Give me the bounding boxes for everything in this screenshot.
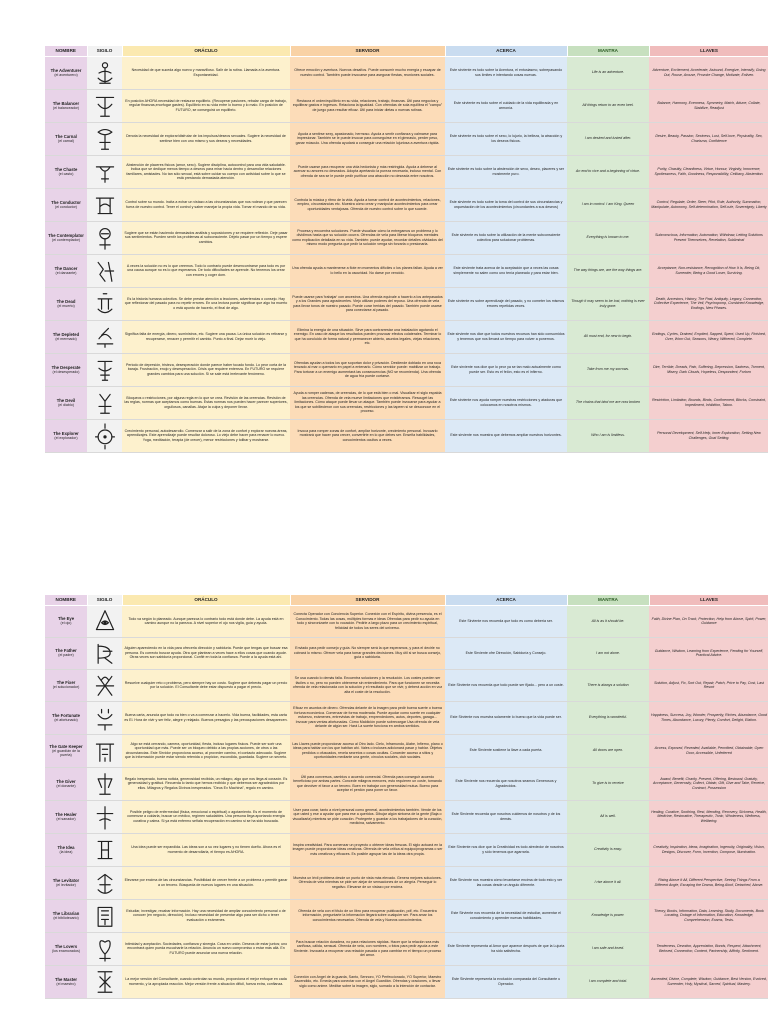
row-llaves-cell: Death, Ancestors, History, The Past, Antiquity, Legacy, Connection, Collective Experience, The Veil, Psychopomp, Combined Knowledge, Endings, New Phases. <box>649 287 768 320</box>
row-servidor-cell: Invoca para romper zonas de confort, ampliar horizonte, crecimiento personal. Invocarlo mostrará que hacer para crecer, convertirte en lo que debes ser. Enseña habilidades, conocimientos ocultos a veces. <box>290 419 445 452</box>
row-mantra-cell: Though it may seem to be lost, nothing is ever truly gone. <box>567 287 649 320</box>
row-oraculo-cell: Significa falta de energía, dinero, suministros, etc. Sugiere una pausa. La única solución es retirarse y recuperarse, renacer y permitir el cambio. Punto a final. Dejar morir lo viejo. <box>122 320 290 353</box>
row-mantra-cell: All doors are open. <box>567 734 649 767</box>
servitor-name: The Gate Keeper <box>49 743 83 749</box>
row-acerca-cell: Este Sirviente nos recuerda que nosotros seamos Generosos y Agradecidos. <box>445 767 567 800</box>
row-acerca-cell: Este sirviente trata acerca de la aceptación que a veces las cosas simplemente no salen como uno tenía planeado y para estar bien. <box>445 254 567 287</box>
row-sigilo-cell <box>87 767 122 800</box>
row-nombre-cell <box>45 605 87 637</box>
row-mantra-cell: I am in control. I am King. Queen <box>567 188 649 221</box>
row-llaves-cell: Creativity, Inspiration, Ideas, Imagination, Ingenuity, Originality, Vision, Designs, Discover, Form, Invention, Compose, Illumination. <box>649 833 768 866</box>
lovers-sigil-icon <box>93 935 117 963</box>
row-sigilo-cell <box>87 734 122 767</box>
row-llaves-cell: Personal Development, Self-Help, Inner Exploration, Setting New Challenges, Goal Setting. <box>649 419 768 452</box>
row-nombre-cell <box>45 899 87 932</box>
row-nombre-cell <box>45 386 87 419</box>
row-sigilo-cell <box>87 287 122 320</box>
row-acerca-cell: Este sirviente es todo sobre la toma del control de sus circunstancias y orquestación de los acontecimientos (circundantes a sus deseos) <box>445 188 567 221</box>
row-nombre-cell <box>45 89 87 122</box>
row-oraculo-cell: Periodo de depresión, tristeza, desesperación donde parece haber tocado fondo. Lo peor corta de la baraja. Frustración, enojo y desesperación. Crisis que requiere entereza. En FUTURO se requiere grandes cambios para una solución. Si se sale está irrelevante fenómeno. <box>122 353 290 386</box>
row-sigilo-cell <box>87 899 122 932</box>
servitor-name: The Dancer <box>54 265 78 271</box>
row-acerca-cell: Este sirviente nos dice que todos nuestros recursos han sido consumidos y tenemos que nos llevará un tiempo para volver a ponernos. <box>445 320 567 353</box>
table-row <box>45 701 768 734</box>
giver-sigil-icon <box>93 770 117 798</box>
row-acerca-cell: Este Sirviente nos recuerda que todo es como debería ser. <box>445 605 567 637</box>
table-row <box>45 320 768 353</box>
row-acerca-cell: Este sirviente es todo sobre la Aventura, el entusiasmo, sobrepasando sus límites e intentando cosas nuevas. <box>445 56 567 89</box>
row-servidor-cell: Ayuda a sentirse sexy, apasionado, hermoso. Ayuda a sentir confianza y calmarse para impresionar. También se le puede invocar para conseguirse en el gimnasio, perder peso, ganar músculo. Una ofrenda ayudará a conseguir una relación lujuriosa a aventura rápida. <box>290 122 445 155</box>
header-servidor: SERVIDOR <box>290 595 445 605</box>
row-acerca-cell: Este Sirviente sostiene la llave a cada puerta. <box>445 734 567 767</box>
servitor-subtitle: (el desesperado) <box>52 369 80 374</box>
table-row <box>45 637 768 669</box>
table-row <box>45 734 768 767</box>
row-oraculo-cell: Alguien apareciendo en la vida para ofrecerla dirección y sabiduría. Puede que tengas que buscar esa persona. Es correcto buscar ayuda. Otra que plantean a veces hace a ellos cosas que cuando ayude. Otras veces son sabiduría proporcional. Confié en toda la confianza. Puede a la ayuda está ahí. <box>122 637 290 669</box>
table-row <box>45 767 768 800</box>
servitor-name: The Chaste <box>54 166 78 172</box>
row-servidor-cell: Útil para conversos, cambios o acuerdo comercial. Ofrenda para conseguir acuerdo beneficioso por ambas partes. Concede milagros menores, esto requieren un coste, tomando que devolver el favor a un tercero. Buen en trabajar con generosidad mutua. Bueno para aceptar el perdón para poner un favor. <box>290 767 445 800</box>
gatekeeper-sigil-icon <box>93 737 117 765</box>
servitor-subtitle: (los enamorados) <box>52 948 80 953</box>
row-servidor-cell: Puede usarse para 'trabajar' con ancestros. Una ofrenda equivale a hacerlo a los antepasados y a los Grandes para agradecerles. Viejo utilizan poderes del reposo. Una ofrenda de vela para llevar tonos de nuestro pasado. Puede curar heridas del pasado. También puede usarse para conectarse al pasado. <box>290 287 445 320</box>
servitor-subtitle: (el casto) <box>58 171 74 176</box>
row-mantra-cell: All is as it should be. <box>567 605 649 637</box>
row-nombre-cell <box>45 320 87 353</box>
row-mantra-cell: There is always a solution <box>567 669 649 701</box>
row-sigilo-cell <box>87 254 122 287</box>
row-mantra-cell: Take from me my sorrows. <box>567 353 649 386</box>
row-oraculo-cell: Intimidad y aceptación. Sociedades, confianza y sinergia. Cosa en unión. Deseos de estar juntos; uno encontrará quien pueda escucharle la relación. Anuncia un nuevo compromiso o estar más allá. En FUTURO puede anunciar una nueva relación. <box>122 932 290 965</box>
header-nombre: NOMBRE <box>45 595 87 605</box>
table-row <box>45 254 768 287</box>
row-acerca-cell: Este Sirviente nos recuerda de la necesidad de estudiar, aumentar el conocimiento y aprender nuevas habilidades. <box>445 899 567 932</box>
row-oraculo-cell: Sugiere que se están haciendo demasiados análisis y suposiciones y se requiere reflexión. Deje pasar sus sentimientos. Pueden sentir los problemas al subconsciente. Déjelo pasar por un tiempo y espere cambios. <box>122 221 290 254</box>
row-llaves-cell: Solution, Adjust, Fix, Sort Out, Repair, Patch, Price to Pay, Cost, Last Resort <box>649 669 768 701</box>
table-row <box>45 866 768 899</box>
row-llaves-cell: Happiness, Success, Joy, Wonder, Prosperity, Riches, Abundance, Good Times, Abundance, Luxury, Plenty, Comfort, Delight, Elation. <box>649 701 768 734</box>
row-mantra-cell: I am desired and lusted after. <box>567 122 649 155</box>
servitor-name: The Devil <box>56 397 76 403</box>
servitor-subtitle: (el carnal) <box>58 138 74 143</box>
row-acerca-cell: Este Sirviente representa al Amor que aparece después de que la Lujuria ha sido satisfecha. <box>445 932 567 965</box>
row-llaves-cell: Subconscious, Information, Automation, Withdraw, Letting Solutions Present Themselves, Revelation, Subliminal <box>649 221 768 254</box>
row-nombre-cell <box>45 56 87 89</box>
row-nombre-cell <box>45 932 87 965</box>
header-mantra: MANTRA <box>567 595 649 605</box>
row-nombre-cell <box>45 287 87 320</box>
row-sigilo-cell <box>87 320 122 353</box>
row-mantra-cell: All things return to an even keel. <box>567 89 649 122</box>
row-acerca-cell: Este Sirviente recuerda que nosotros cuidemos de nosotros y de los demás. <box>445 800 567 833</box>
row-acerca-cell: Este Sirviente ofre Dirección, Sabiduría y Consejo. <box>445 637 567 669</box>
balancer-sigil-icon <box>93 92 117 120</box>
row-mantra-cell: Knowledge is power. <box>567 899 649 932</box>
master-sigil-icon <box>93 968 117 996</box>
servitor-name: The Eye <box>57 616 75 622</box>
servitor-name: The Dead <box>56 298 76 304</box>
row-servidor-cell: Una ofrenda ayuda a mantenerse a flote en momentos difíciles o los planes fallan. Ayuda a ver lo bello en la oscuridad. No darse por vencido. <box>290 254 445 287</box>
row-mantra-cell: I am not alone. <box>567 637 649 669</box>
row-acerca-cell: Este Sirviente nos recuerda que todo puede ser fijado... pero a un coste. <box>445 669 567 701</box>
row-llaves-cell: Healing, Curative, Soothing, Rest, Mending, Recovery, Sickness, Health, Medicine, Restorative, Therapeutic, Tonic, Wholeness, Wellness, Wellbeing. <box>649 800 768 833</box>
header-acerca: ACERCA <box>445 46 567 56</box>
row-mantra-cell: Everything is known to me. <box>567 221 649 254</box>
row-acerca-cell: Este sirviente es sobre aprendizaje del pasado, y no cometer los mismos errores repetidas veces. <box>445 287 567 320</box>
row-mantra-cell: All is well. <box>567 800 649 833</box>
row-nombre-cell <box>45 701 87 734</box>
row-sigilo-cell <box>87 155 122 188</box>
row-nombre-cell <box>45 866 87 899</box>
row-mantra-cell: An end to vice and a beginning of virtue. <box>567 155 649 188</box>
row-llaves-cell: Guidance, Wisdom, Learning from Experience, Fending for Yourself, Practical Advice. <box>649 637 768 669</box>
row-oraculo-cell: Crecimiento personal, autodesarrollo. Comenzar a salir de la zona de confort y explorar nuevas áreas, aprendizajes. Este aprendizaje puede resultar doloroso. Lo viejo debe hacer para renacer lo nuevo. Yoga, meditación, terapia (de crecer), menor restricciones y tolibar y mostrarse. <box>122 419 290 452</box>
table-row <box>45 605 768 637</box>
header-llaves: LLAVES <box>649 46 768 56</box>
row-oraculo-cell: Control sobre su mundo. Incita a echar un vistazo a las circunstancias que nos rodean y que parecen fuera de nuestro control. Tener el control y saber manejar la propia vida. Tomar el mando de su vida. <box>122 188 290 221</box>
row-oraculo-cell: Bloqueos o restricciones, por alguna regla en lo que se crea. Revisión de las creencias. Revisión de las reglas, normas que aceptamos como buenas. Estas normas nos pueden hacer parecer superiores, orgullosos, canallas. Atajar la culpa y deponer llevar. <box>122 386 290 419</box>
header-nombre: NOMBRE <box>45 46 87 56</box>
servitor-name: The Librarian <box>52 910 80 916</box>
row-servidor-cell: Muestra un léxil problema desde un punto de vista más elevado. Genera mejores soluciones. Ofrenda de vela mientras se pide ser alejar de sensaciones de un alegría. Perseguir lo negativo. Elevarse de un vistazo por encima. <box>290 866 445 899</box>
devil-sigil-icon <box>93 389 117 417</box>
explorer-sigil-icon <box>93 422 117 450</box>
table-row <box>45 188 768 221</box>
row-nombre-cell <box>45 734 87 767</box>
servitor-subtitle: (el danzante) <box>55 270 77 275</box>
row-oraculo-cell: Elevarse por encima de las circunstancias. Posibilidad de crecer frente a un problema o permitir ganar a un tercero. Búsqueda de nuevos lugares en una situación. <box>122 866 290 899</box>
servitor-subtitle: (el muerto) <box>57 303 75 308</box>
row-oraculo-cell: Es la historia humana colectiva. Se debe prestar atención a lecciones, advertencias o consejo. Hay que reflexionar del pasado para no repetir errores. En una lectura puede significar que algo ha muerto o está apunto de hacerlo, el final de algo. <box>122 287 290 320</box>
row-llaves-cell: Desire, Beauty, Passion, Sexiness, Lust, Self-love, Physicality, Sex, Charisma, Confidence <box>649 122 768 155</box>
row-mantra-cell: Creativity is easy. <box>567 833 649 866</box>
row-oraculo-cell: Buena carta, anuncia que todo va bien o va a comenzar a hacerlo. Vida buena, facilidades, esta carta es El. Hora de vivir y ser feliz, alegre y relajado. Buenos presagios y las preocupaciones desaparecen. <box>122 701 290 734</box>
row-sigilo-cell <box>87 605 122 637</box>
row-nombre-cell <box>45 637 87 669</box>
row-mantra-cell: Everything is wonderful. <box>567 701 649 734</box>
row-nombre-cell <box>45 155 87 188</box>
father-sigil-icon <box>93 639 117 667</box>
row-oraculo-cell: Una idea puede ser expandida. Las ideas son a su vez lugares y no tienen dueño. Ahora es el momento de desarrollarla, el tiempo es AHORA. <box>122 833 290 866</box>
row-sigilo-cell <box>87 800 122 833</box>
row-sigilo-cell <box>87 419 122 452</box>
fortunate-sigil-icon <box>93 704 117 732</box>
row-sigilo-cell <box>87 669 122 701</box>
servitor-subtitle: (el levitador) <box>56 882 76 887</box>
row-sigilo-cell <box>87 866 122 899</box>
servitor-subtitle: (el afortunado) <box>54 717 78 722</box>
row-nombre-cell <box>45 800 87 833</box>
row-oraculo-cell: Todo va según lo planeado. Aunque parezca lo contrario todo está donde debe. La ayuda está en camino aunque no la parezca. A nivel superior el ojo nos vigila, guía y ayuda. <box>122 605 290 637</box>
row-acerca-cell: Este Sirviente nos dice que la Creatividad es todo alrededor de nosotros y sólo tenemos que agarrarla. <box>445 833 567 866</box>
servitor-name: The Contemplator <box>48 232 84 238</box>
row-nombre-cell <box>45 669 87 701</box>
servitor-subtitle: (el padre) <box>58 653 74 658</box>
row-servidor-cell: Ofrenda de vela con el título de un libro para recuperar publicación, pdf, etc. Encuentra información, preguntarte la información llegará sobre cualquier ser. Para amar los conocimientos necesarios. Ofrenda de vela y Nuevos conocimientos. <box>290 899 445 932</box>
row-sigilo-cell <box>87 56 122 89</box>
row-llaves-cell: Purity, Chastity, Cleanliness, Virtue, Honour, Virginity, Innocence, Spotlessness, Faith, Goodness, Responsibility, Celibacy, Abstention. <box>649 155 768 188</box>
dancer-sigil-icon <box>93 257 117 285</box>
row-servidor-cell: Para buscar relación duradera, no para relaciones rápidas. Hacer que la relación sea más cariñosa, cálida, sensual. Ofrenda de vela, con nombres, o fotos para pedir ayuda a este Sirviente. Invocarla a recuperar una relación pasada o para cambiar en el tiempo un proceso del amor. <box>290 932 445 965</box>
row-oraculo-cell: Posible peligro de enfermedad (física, emocional o espiritual) o agotamiento. Es el momento de comenzar a cuidarla, buscar un médico, regímen saludables. Una persona llega aportando energía curativa y calma. Si ya está enfermo señala recuperación en camino si se ha sido buscada. <box>122 800 290 833</box>
row-nombre-cell <box>45 833 87 866</box>
row-oraculo-cell: Algo se está cerrando, camera, oportunidad, fiesta, incluso lugares físicos. Puede ser sorir una oportunidad que más. Puede ser un bloqueo debido a las propias acciones, de otros o las circunstancias. Este Sirvidor proporciona acceso, al proveder camino, el contacto adecuado. Sugiere que la información puede estar siendo retenida o propicion, escondida, guardada. Sugiere un secreto. <box>122 734 290 767</box>
row-nombre-cell <box>45 353 87 386</box>
librarian-sigil-icon <box>93 902 117 930</box>
servitor-table-bottom <box>45 595 768 999</box>
servitor-subtitle: (el balanceador) <box>53 105 79 110</box>
row-llaves-cell: Rising Above It All, Different Perspective, Seeing Things From a Different Angle, Escaping the Drama, Being Aloof, Detached, Above. <box>649 866 768 899</box>
table-row <box>45 155 768 188</box>
servitor-name: The Carnal <box>55 133 77 139</box>
row-servidor-cell: User para curar, tanto a nivel personal como general, acontecimientos también. Vende de los que usted y ese a ayudar que para ese a queridos. Dibujar algún sintoma de la gente (Baja o visualizarla) mientras se pide curación. Protegerte y guardar a los trabajadores de la curación, medicina, salvamento. <box>290 800 445 833</box>
table-row <box>45 932 768 965</box>
row-mantra-cell: The way things are, are the way things are. <box>567 254 649 287</box>
row-oraculo-cell: Regalo inesperado, buena noticia, generosidad recibida, un milagro, algo que nos llega al corazón. Es generosidad y gratitud. Recuerda lo tanto que hemos recibido y que debemos ser agradecidos por ellos. Milagros y Regalos Divinos inesperados. "Deus Ex Machina", regalo en camino. <box>122 767 290 800</box>
row-servidor-cell: Elimina la energía de una situación. Sirve para contrarrestar una instalación agotando el enemigo. En caso de ataque los resultados pueden provocar efectos colaterales. Terminar lo que ha concluido de forma natural y permanecer abierto, asuntos legales, viejas relaciones, etc. <box>290 320 445 353</box>
row-acerca-cell: Este sirviente nos muestra que debemos ampliar nuestros horizontes. <box>445 419 567 452</box>
servitor-subtitle: (el bibliotecario) <box>53 915 79 920</box>
row-llaves-cell: Acceptance, Non-resistance, Recognition of How It Is, Being Ok, Surrender, Being a Good Loser, Surviving. <box>649 254 768 287</box>
row-acerca-cell: Este Sirviente nos muestra cómo levantarse encima de todo esto y ver las cosas desde un ángulo diferente. <box>445 866 567 899</box>
table-header-row <box>45 46 768 56</box>
row-servidor-cell: Inspira creatividad. Para comenzar un proyecto o obtener ideas frescas. El siglo actuará en la imagen puede proporcionar ideas creativas. Ofrenda de vela crítica al equipo/programas o ser más creativos y eficaces. Es posible agrupar las de la ideas otra propia. <box>290 833 445 866</box>
row-acerca-cell: Este sirviente es todo sobre la utilización de la mente subconsciente colectiva para solucionar problemas. <box>445 221 567 254</box>
table-header-row <box>45 595 768 605</box>
contemplator-sigil-icon <box>93 224 117 252</box>
servitor-name: The Levitator <box>52 877 80 883</box>
servitor-subtitle: (el aventurero) <box>54 72 78 77</box>
row-servidor-cell: Ayuda a romper cadenas, de creencias, de lo que está bien o mal. Visualizar el siglo espalda las creencias. Ofrenda de vela mueve limitaciones que existiéramos. Rescuget las limitaciones. Cómo ataque puede llevar un ataque. También puede invocarse para ayudar a los que se sobillecieron con sus creencias, restricciones y las tapeen si se desconoce en el proceso. <box>290 386 445 419</box>
header-llaves: LLAVES <box>649 595 768 605</box>
servitor-subtitle: (el maestro) <box>56 981 76 986</box>
row-mantra-cell: Who I am is limitless. <box>567 419 649 452</box>
idea-sigil-icon <box>93 836 117 864</box>
row-acerca-cell: Este Sirviente nos muestra solamente lo bueno que la vida puede ser. <box>445 701 567 734</box>
row-nombre-cell <box>45 419 87 452</box>
servitor-subtitle: (la idea) <box>59 849 73 854</box>
row-nombre-cell <box>45 221 87 254</box>
row-nombre-cell <box>45 122 87 155</box>
row-acerca-cell: Este sirviente nos ayuda romper nuestras restricciones y ataduras que colocamos en nosotros mismos. <box>445 386 567 419</box>
levitator-sigil-icon <box>93 869 117 897</box>
header-acerca: ACERCA <box>445 595 567 605</box>
servitor-table-top <box>45 46 768 453</box>
row-llaves-cell: Dire, Terrible, Dreads, Pain, Suffering, Depression, Sadness, Torment, Misery, Dark Clouds, Hopeless, Despondent, Forlorn <box>649 353 768 386</box>
servitor-name: The Adventurer <box>50 67 82 73</box>
row-acerca-cell: Este sirviente nos dice que lo peor ya se tan malo actualmente como puede ser. Esto es el felón, esto es el infierno. <box>445 353 567 386</box>
row-servidor-cell: Se usa cuando lo demás falla. Encuentra soluciones y la resolución. Los costes pueden ser fáciles o no, pero no pueden obtenerse sin entendimiento. Para que funcionen se necesita ofrenda de vela relacionada con la solución y el resultado que se vivir, y deberá acción en voz alta el coste de la resolución. <box>290 669 445 701</box>
row-oraculo-cell: Estudiar, investigar, recabar información. Hay una necesidad de ampliar conocimiento personal o de conocer (en negocio, dirección). Incluso necesidad de presentar algo para ser dicho o tener evaluación o exámenes. <box>122 899 290 932</box>
servitor-name: The Depleted <box>52 331 80 337</box>
header-mantra: MANTRA <box>567 46 649 56</box>
servitor-subtitle: (el explorador) <box>54 435 78 440</box>
row-llaves-cell: Control, Regulate, Order, Steer, Pilot, Rule, Authority, Summation, Manipulate, Autonomy, Self-determination, Self-rule, Sovereignty, Liberty <box>649 188 768 221</box>
row-oraculo-cell: Denota la necesidad de explorar/disfrutar de los impulsos/deseos sexuales. Sugiere la necesidad de sentirse bien con uno mismo y sus deseos y necesidades. <box>122 122 290 155</box>
row-oraculo-cell: Resuelve cualquier reto o problema, pero siempre hay un costo. Sugiere que deberás pagar un precio por la solución. El Consultante debe estar dispuesto a pagar el precio. <box>122 669 290 701</box>
servitor-name: The Master <box>54 976 78 982</box>
table-row <box>45 833 768 866</box>
servitor-name: The Conductor <box>51 199 81 205</box>
row-oraculo-cell: Necesidad de que suceda algo nuevo y maravilloso. Salir de la rutina. Llamada a la aventura. Espontaneidad. <box>122 56 290 89</box>
servitor-subtitle: (el conductor) <box>55 204 77 209</box>
row-mantra-cell: I rise above it all. <box>567 866 649 899</box>
table-row <box>45 800 768 833</box>
row-sigilo-cell <box>87 965 122 998</box>
row-acerca-cell: Este sirviente es todo sobre la abstención de sexo, deseo, placeres y ser mostmente puro. <box>445 155 567 188</box>
servitor-subtitle: (el diablo) <box>58 402 74 407</box>
table-row <box>45 89 768 122</box>
row-llaves-cell: Balance, Harmony, Evenness, Symmetry, Match, Attune, Collate, Stabilize, Readjust <box>649 89 768 122</box>
row-llaves-cell: Restriction, Limitation, Bounds, Binds, Confinement, Blocks, Constraint, Impediment, Inhibition, Taboo. <box>649 386 768 419</box>
row-llaves-cell: Adventure, Excitement, Accelerate, Astound, Energize, Intensify, Going Out, Rouse, Arouse, Provoke Change, Motivate, Enliven. <box>649 56 768 89</box>
table-row <box>45 122 768 155</box>
row-sigilo-cell <box>87 89 122 122</box>
healer-sigil-icon <box>93 803 117 831</box>
row-sigilo-cell <box>87 122 122 155</box>
row-mantra-cell: I am safe and loved. <box>567 932 649 965</box>
header-sigilo: SIGILO <box>87 46 122 56</box>
row-llaves-cell: Theory, Books, Information, Data, Learning, Study, Documents, Book Locating, Dotage of Information, Education, Knowledge, Comprehension, Exams, Tests. <box>649 899 768 932</box>
table-row <box>45 353 768 386</box>
row-sigilo-cell <box>87 221 122 254</box>
table-row <box>45 669 768 701</box>
row-llaves-cell: Tenderness, Devotion, Appreciation, Bonds, Respect, Attachment, Beloved, Connection, Content, Partnership, Affinity, Sentiment. <box>649 932 768 965</box>
row-servidor-cell: Restaura el orden/equilibrio en su vida, relaciones, trabajo, finanzas. Útil para negocios y equilibrar gastos e ingresos. Relaciona la igualdad. Con ofrendas de sola equilibra el "campo" de juego para resultar eficaz. Útil para iniciar dietas o nuevas rutinas. <box>290 89 445 122</box>
servitor-subtitle: (el sanador) <box>56 816 76 821</box>
row-acerca-cell: Este sirviente es todo sobre el cuidado de la vida equilibrada y en armonía. <box>445 89 567 122</box>
chaste-sigil-icon <box>93 158 117 186</box>
eye-sigil-icon <box>93 607 117 635</box>
row-servidor-cell: Las Llaves puede proporcionar acceso al Otro lado. Cielo, Inframundo, Alabe, Infierno, plano o ideas para hablar con los que habitan ahí. Vales o incluses adicionará pasar y hablar. Objetos perdidos o ofuscados, revela secretos o cosas ocultas. Conceder acceso a sitios y oportunidades mediante una gente, círculos sociales, club sociales. <box>290 734 445 767</box>
servitor-name: The Fixer <box>56 680 76 686</box>
row-acerca-cell: Este Sirviente representa la evolución comparada del Consultante u Operador. <box>445 965 567 998</box>
header-servidor: SERVIDOR <box>290 46 445 56</box>
servitor-name: The Father <box>55 648 77 654</box>
row-servidor-cell: Enviado para pedir consejo y guía. No siempre será la que esperamos, y para el decirle no cobrará lo mismo. Ofrecer vela para tomar grandes decisiones. Muy útil si se busca consejo, guía o sabiduría. <box>290 637 445 669</box>
row-llaves-cell: Endings, Cycles, Drained, Emptied, Sapped, Spent, Used Up, Finished, Over, Worn Out, Seasons, Weary, Withered, Complete. <box>649 320 768 353</box>
row-nombre-cell <box>45 767 87 800</box>
row-oraculo-cell: Abstención de placeres físicos (amor, sexo). Sugiere disciplina, autocontrol para una vida saludable. Indica que se dedique menos tiempo a deseos para mirar hacia dentro y desarrollar relaciones familiares, amistades. No tan sólo sexual, está sobre cuidar su cuerpo con actividad sobre lo que se está prestando demasiada atención. <box>122 155 290 188</box>
conductor-sigil-icon <box>93 191 117 219</box>
header-oraculo: ORÁCULO <box>122 46 290 56</box>
servitor-subtitle: (el ojo) <box>60 621 72 626</box>
row-sigilo-cell <box>87 932 122 965</box>
row-mantra-cell: I am complete and total. <box>567 965 649 998</box>
servitor-subtitle: (el contemplador) <box>52 237 80 242</box>
header-oraculo: ORÁCULO <box>122 595 290 605</box>
servitor-subtitle: (el solucionador) <box>52 685 80 690</box>
row-servidor-cell: Ofrece emoción y aventura. Nuevos desafíos. Puede consumir mucho energía y escapar de nuestro control. También puede invocarse para asegurar fiestas, reuniones sociales. <box>290 56 445 89</box>
servitor-name: The Desperate <box>51 364 81 370</box>
servitor-name: The Giver <box>56 778 76 784</box>
row-mantra-cell: To give is to receive <box>567 767 649 800</box>
depleted-sigil-icon <box>93 323 117 351</box>
table-row <box>45 419 768 452</box>
row-servidor-cell: Conecta Operador con Conciencia Superior. Conexión con el Espíritu, divina presencia, es el Conocimiento. Todas las cosas, múltiples formas e ideas Ofrendas para pedir su ayuda en todo y sincronizarte con tu vocación. Pedirle a largo plazo para un crecimiento espiritual, felicidad de todos los seres del universo. <box>290 605 445 637</box>
desperate-sigil-icon <box>93 356 117 384</box>
servitor-name: The Explorer <box>53 430 79 436</box>
row-sigilo-cell <box>87 637 122 669</box>
row-sigilo-cell <box>87 701 122 734</box>
servitor-name: The Idea <box>57 844 75 850</box>
servitor-name: The Balancer <box>52 100 80 106</box>
servitor-name: The Healer <box>55 811 77 817</box>
row-sigilo-cell <box>87 353 122 386</box>
row-oraculo-cell: A veces la solución no es lo que creemos. Todo lo contrario puede desencontrarse para todo es por una causa aunque no es lo que esperamos. De todo dificultades se aprende. No tenemos los crear con errores y coger dom. <box>122 254 290 287</box>
row-servidor-cell: Eficaz en asuntos de dinero. Ofrendas delante de la imagen para pedir buena suerte o buena fortuna económica. Comenzar de forma moderada. Puede ayudar como suerte en cualquier esfuerzo, exámenes, entrevistas de trabajo, emprendedores, autos, deportes, garaga... Invocar para ventas afortunadas. Cómo Maldición puede sobrecargar Usa ofrenda de vela delante de algún ser. Hará La suerte funciona en ambos sentidos. <box>290 701 445 734</box>
row-llaves-cell: Ascended, Divine, Complete, Wisdom, Guidance, Best Version, Evolved, Surrender, Holy, Mystical, Sacred, Spiritual, Mastery. <box>649 965 768 998</box>
row-oraculo-cell: La mejor versión del Consultante, cuando controlan su mundo, proporciona el mejor enfoque en cada momento, y la apropiada reacción. Mejor versión frente a situación difícil, fuerza extra, confianza. <box>122 965 290 998</box>
row-servidor-cell: Controla la música y ritmo de la vida. Ayuda a tomar control de acontecimientos, relaciones, empleo, circunstancias etc. Muestra cómo crear y manipular acontecimientos para crear oportunidades ventajosas. Ofrenda de nuestro control sobre lo que sucede. <box>290 188 445 221</box>
row-mantra-cell: The chains that bind me are now broken <box>567 386 649 419</box>
row-mantra-cell: Life is an adventure. <box>567 56 649 89</box>
row-servidor-cell: Ofrendas ayudan a todos los que soportan dolor y privación. Destiende doblado en una roca tenzado al mar o quemarlo en papel a entenarlo. Cómo servidor puede: mabilizar un trabajo. Para torturar a un enemigo aumentará las consecuencias (NO se recomienda). Una ofrenda de agua fría puede cortarse. <box>290 353 445 386</box>
table-row <box>45 386 768 419</box>
servitor-name: The Fortunate <box>52 712 80 718</box>
header-sigilo: SIGILO <box>87 595 122 605</box>
table-row <box>45 899 768 932</box>
servitor-subtitle: (el mermado) <box>55 336 77 341</box>
row-acerca-cell: Este sirviente es todo sobre el sexo, lo lujurio, la belleza, la atracción y los deseos físicos. <box>445 122 567 155</box>
servitor-name: The Lovers <box>54 943 78 949</box>
table-row <box>45 221 768 254</box>
row-servidor-cell: Procesa y encuentra soluciones. Puede visualizar cómo la entregamos un problema y lo dividimos hasta que su solución ocurra. Ofrendas de vela para liberar bloqueos mentales como explicación detallada en su vida. También: puede ayudar, recordar detalles olvidados del mismo modo pregunta que pedir la solución venga sin forzarla o presionarla. <box>290 221 445 254</box>
row-sigilo-cell <box>87 833 122 866</box>
row-nombre-cell <box>45 188 87 221</box>
row-servidor-cell: Conexión con Angel de la guarda, Santo, Sennoro, YO Perfeccionado, YO Superior, Maestro Ascendido, etc. Emeda para conectar con el Angel Guardián. Ofrendas y oraciones, o llevar siglo como anime. Meditar sobre la imagen, siglo, sumado a la intención de contactar. <box>290 965 445 998</box>
servitor-subtitle: (el guardián de la puerta) <box>52 748 80 757</box>
row-servidor-cell: Puede usarse para recuperar una vida hedonista y más restringida. Ayuda a deberse al acercar su amores no deseados. Adopta apertando la pureza necesaria, incluso mental. Con ofrenda de sea se le puede pedir purificar una atracción no deseada entre nosotros. <box>290 155 445 188</box>
row-nombre-cell <box>45 965 87 998</box>
table-row <box>45 56 768 89</box>
table-row <box>45 965 768 998</box>
carnal-sigil-icon <box>93 125 117 153</box>
servitor-subtitle: (el donante) <box>56 783 76 788</box>
table-row <box>45 287 768 320</box>
row-mantra-cell: All must end, for new to begin. <box>567 320 649 353</box>
fixer-sigil-icon <box>93 671 117 699</box>
adventurer-sigil-icon <box>93 59 117 87</box>
row-llaves-cell: Award, Benefit, Charity, Present, Offering, Bestowal, Gratuity, Acceptance, Generosity, Collect, Obtain, Gift, Give and Take, Receive, Contract, Possession <box>649 767 768 800</box>
row-oraculo-cell: En posición AHORA necesidad de restaurar equilibrio. (Recuperar pasiones, rebalar carga de trabajo, regular finanzas,enorfogar gastes). Equilibrio en su vida entre lo bueno y lo malo. En posición de FUTURO, se conseguirá un equilibrio. <box>122 89 290 122</box>
dead-sigil-icon <box>93 290 117 318</box>
row-llaves-cell: Faith, Divine Plan, On Track, Protection, Help from Above, Spirit, Power, Guidance <box>649 605 768 637</box>
row-sigilo-cell <box>87 386 122 419</box>
row-sigilo-cell <box>87 188 122 221</box>
row-llaves-cell: Access, Exposed, Revealed, Available, Permitted, Obtainable, Open Door, Accessible, Unfettered <box>649 734 768 767</box>
row-nombre-cell <box>45 254 87 287</box>
